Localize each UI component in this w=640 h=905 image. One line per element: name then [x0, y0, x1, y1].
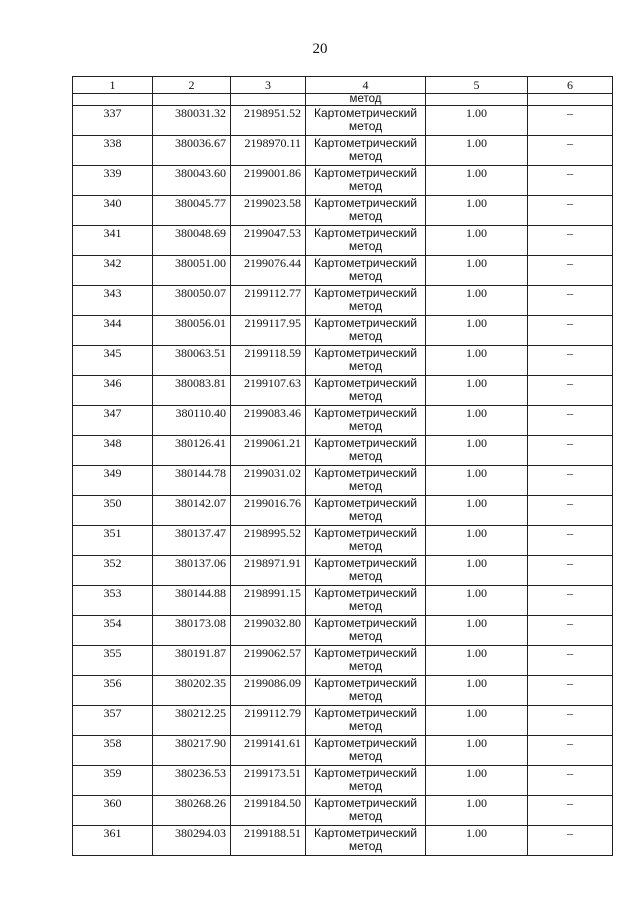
- method-line-2: метод: [348, 509, 383, 523]
- error-value: 1.00: [426, 766, 528, 796]
- method-line-1: Картометрический: [313, 226, 418, 240]
- error-value: 1.00: [426, 496, 528, 526]
- coord-x: 380063.51: [153, 346, 231, 376]
- method-line-1: Картометрический: [313, 586, 418, 600]
- method-line-2: метод: [348, 299, 383, 313]
- col6-value: –: [528, 226, 613, 256]
- method-line-2: метод: [348, 809, 383, 823]
- method-cell: [306, 736, 426, 766]
- method-line-2: метод: [348, 689, 383, 703]
- method-cell: [306, 166, 426, 196]
- col6-value: –: [528, 196, 613, 226]
- method-line-2: метод: [348, 719, 383, 733]
- col6-value: –: [528, 586, 613, 616]
- coord-y: 2198995.52: [231, 526, 306, 556]
- method-line-2: метод: [348, 629, 383, 643]
- table-row: [73, 796, 613, 826]
- method-line-2: метод: [348, 149, 383, 163]
- point-number: 355: [73, 646, 153, 676]
- error-value: 1.00: [426, 136, 528, 166]
- error-value: 1.00: [426, 166, 528, 196]
- error-value: 1.00: [426, 286, 528, 316]
- table-row: [73, 526, 613, 556]
- method-cell: [306, 436, 426, 466]
- point-number: 351: [73, 526, 153, 556]
- coord-y: 2199118.59: [231, 346, 306, 376]
- coord-x: 380056.01: [153, 316, 231, 346]
- method-line-1: Картометрический: [313, 166, 418, 180]
- point-number: 340: [73, 196, 153, 226]
- method-line-2: метод: [348, 569, 383, 583]
- error-value: 1.00: [426, 106, 528, 136]
- col6-value: –: [528, 556, 613, 586]
- error-value: 1.00: [426, 796, 528, 826]
- method-cell: [306, 286, 426, 316]
- method-line-2: метод: [348, 659, 383, 673]
- method-line-2: метод: [348, 239, 383, 253]
- coord-x: 380050.07: [153, 286, 231, 316]
- table-row: [73, 736, 613, 766]
- col6-value: –: [528, 496, 613, 526]
- col6-value: –: [528, 346, 613, 376]
- header-col-5: 5: [426, 77, 528, 94]
- coord-y: 2199016.76: [231, 496, 306, 526]
- table-row: [73, 556, 613, 586]
- continuation-row: [73, 94, 613, 106]
- method-cell: [306, 526, 426, 556]
- point-number: 358: [73, 736, 153, 766]
- coord-x: 380191.87: [153, 646, 231, 676]
- point-number: 356: [73, 676, 153, 706]
- col6-value: –: [528, 676, 613, 706]
- method-cell: [306, 316, 426, 346]
- method-line-2: метод: [348, 179, 383, 193]
- col6-value: –: [528, 256, 613, 286]
- table-row: [73, 286, 613, 316]
- point-number: 338: [73, 136, 153, 166]
- error-value: 1.00: [426, 466, 528, 496]
- table-row: [73, 616, 613, 646]
- table-row: [73, 226, 613, 256]
- method-line-1: Картометрический: [313, 256, 418, 270]
- method-line-1: Картометрический: [313, 616, 418, 630]
- coord-y: 2199184.50: [231, 796, 306, 826]
- header-col-4: 4: [306, 77, 426, 94]
- coord-x: 380048.69: [153, 226, 231, 256]
- table-row: [73, 586, 613, 616]
- coord-y: 2199062.57: [231, 646, 306, 676]
- method-line-1: Картометрический: [313, 496, 418, 510]
- error-value: 1.00: [426, 226, 528, 256]
- table-row: [73, 406, 613, 436]
- error-value: 1.00: [426, 646, 528, 676]
- point-number: 343: [73, 286, 153, 316]
- table-row: [73, 436, 613, 466]
- method-line-1: Картометрический: [313, 196, 418, 210]
- method-cell: [306, 496, 426, 526]
- header-col-3: 3: [231, 77, 306, 94]
- error-value: 1.00: [426, 376, 528, 406]
- coord-y: 2199188.51: [231, 826, 306, 856]
- point-number: 354: [73, 616, 153, 646]
- point-number: 339: [73, 166, 153, 196]
- method-cell: [306, 256, 426, 286]
- point-number: 348: [73, 436, 153, 466]
- coord-x: 380110.40: [153, 406, 231, 436]
- coord-x: 380045.77: [153, 196, 231, 226]
- col6-value: –: [528, 706, 613, 736]
- coord-x: 380202.35: [153, 676, 231, 706]
- coord-x: 380137.47: [153, 526, 231, 556]
- col6-value: –: [528, 826, 613, 856]
- method-cell: [306, 616, 426, 646]
- coord-x: 380294.03: [153, 826, 231, 856]
- coord-y: 2199112.79: [231, 706, 306, 736]
- method-line-2: метод: [348, 269, 383, 283]
- method-line-1: Картометрический: [313, 646, 418, 660]
- error-value: 1.00: [426, 676, 528, 706]
- method-line-2: метод: [348, 839, 383, 853]
- point-number: 352: [73, 556, 153, 586]
- table-row: [73, 826, 613, 856]
- header-col-1: 1: [73, 77, 153, 94]
- point-number: 360: [73, 796, 153, 826]
- point-number: 347: [73, 406, 153, 436]
- point-number: 344: [73, 316, 153, 346]
- header-col-6: 6: [528, 77, 613, 94]
- coord-y: 2199107.63: [231, 376, 306, 406]
- method-line-2: метод: [348, 329, 383, 343]
- coord-y: 2199047.53: [231, 226, 306, 256]
- table-header-row: [73, 77, 613, 94]
- error-value: 1.00: [426, 436, 528, 466]
- method-line-1: Картометрический: [313, 376, 418, 390]
- table-row: [73, 196, 613, 226]
- table-row: [73, 706, 613, 736]
- point-number: 357: [73, 706, 153, 736]
- method-line-1: Картометрический: [313, 766, 418, 780]
- col6-value: –: [528, 136, 613, 166]
- coord-x: 380126.41: [153, 436, 231, 466]
- point-number: 341: [73, 226, 153, 256]
- error-value: 1.00: [426, 196, 528, 226]
- coord-y: 2199032.80: [231, 616, 306, 646]
- point-number: 346: [73, 376, 153, 406]
- table-row: [73, 646, 613, 676]
- method-line-1: Картометрический: [313, 316, 418, 330]
- coord-x: 380173.08: [153, 616, 231, 646]
- method-line-1: Картометрический: [313, 466, 418, 480]
- method-cell: [306, 106, 426, 136]
- table-row: [73, 106, 613, 136]
- method-cell: [306, 646, 426, 676]
- coord-y: 2199031.02: [231, 466, 306, 496]
- col6-value: –: [528, 736, 613, 766]
- table-row: [73, 136, 613, 166]
- coord-x: 380137.06: [153, 556, 231, 586]
- method-line-2: метод: [348, 449, 383, 463]
- method-line-2: метод: [348, 359, 383, 373]
- table-row: [73, 316, 613, 346]
- method-line-1: Картометрический: [313, 106, 418, 120]
- method-line-1: Картометрический: [313, 676, 418, 690]
- coord-y: 2199076.44: [231, 256, 306, 286]
- error-value: 1.00: [426, 826, 528, 856]
- coord-y: 2198951.52: [231, 106, 306, 136]
- table-row: [73, 376, 613, 406]
- method-cell: [306, 406, 426, 436]
- coord-y: 2198970.11: [231, 136, 306, 166]
- coord-x: 380031.32: [153, 106, 231, 136]
- continuation-method: метод: [306, 94, 426, 106]
- method-cell: [306, 766, 426, 796]
- method-cell: [306, 196, 426, 226]
- col6-value: –: [528, 106, 613, 136]
- method-line-1: Картометрический: [313, 556, 418, 570]
- method-cell: [306, 826, 426, 856]
- method-line-1: Картометрический: [313, 526, 418, 540]
- error-value: 1.00: [426, 736, 528, 766]
- col6-value: –: [528, 646, 613, 676]
- col6-value: –: [528, 526, 613, 556]
- method-line-2: метод: [348, 419, 383, 433]
- error-value: 1.00: [426, 526, 528, 556]
- method-line-2: метод: [348, 749, 383, 763]
- coord-x: 380217.90: [153, 736, 231, 766]
- method-line-1: Картометрический: [313, 346, 418, 360]
- table-row: [73, 496, 613, 526]
- method-cell: [306, 556, 426, 586]
- point-number: 350: [73, 496, 153, 526]
- coord-y: 2199083.46: [231, 406, 306, 436]
- coord-x: 380036.67: [153, 136, 231, 166]
- method-line-2: метод: [348, 539, 383, 553]
- coord-y: 2199001.86: [231, 166, 306, 196]
- coord-x: 380268.26: [153, 796, 231, 826]
- col6-value: –: [528, 376, 613, 406]
- error-value: 1.00: [426, 406, 528, 436]
- point-number: 337: [73, 106, 153, 136]
- error-value: 1.00: [426, 316, 528, 346]
- method-cell: [306, 136, 426, 166]
- col6-value: –: [528, 766, 613, 796]
- table-row: [73, 676, 613, 706]
- point-number: 359: [73, 766, 153, 796]
- coord-x: 380043.60: [153, 166, 231, 196]
- coord-x: 380051.00: [153, 256, 231, 286]
- coord-y: 2199141.61: [231, 736, 306, 766]
- method-line-1: Картометрический: [313, 706, 418, 720]
- error-value: 1.00: [426, 346, 528, 376]
- col6-value: –: [528, 466, 613, 496]
- error-value: 1.00: [426, 616, 528, 646]
- col6-value: –: [528, 286, 613, 316]
- method-cell: [306, 586, 426, 616]
- col6-value: –: [528, 166, 613, 196]
- header-col-2: 2: [153, 77, 231, 94]
- coord-y: 2198971.91: [231, 556, 306, 586]
- coordinates-table: [72, 76, 613, 856]
- coord-y: 2199061.21: [231, 436, 306, 466]
- coord-y: 2199117.95: [231, 316, 306, 346]
- point-number: 353: [73, 586, 153, 616]
- method-line-2: метод: [348, 389, 383, 403]
- table-row: [73, 256, 613, 286]
- method-line-1: Картометрический: [313, 796, 418, 810]
- method-cell: [306, 376, 426, 406]
- point-number: 342: [73, 256, 153, 286]
- method-cell: [306, 226, 426, 256]
- coord-x: 380212.25: [153, 706, 231, 736]
- method-line-2: метод: [348, 779, 383, 793]
- col6-value: –: [528, 316, 613, 346]
- method-cell: [306, 346, 426, 376]
- method-line-1: Картометрический: [313, 436, 418, 450]
- method-line-1: Картометрический: [313, 826, 418, 840]
- method-cell: [306, 706, 426, 736]
- method-line-2: метод: [348, 479, 383, 493]
- point-number: 349: [73, 466, 153, 496]
- method-line-1: Картометрический: [313, 406, 418, 420]
- method-line-1: Картометрический: [313, 136, 418, 150]
- col6-value: –: [528, 796, 613, 826]
- col6-value: –: [528, 406, 613, 436]
- col6-value: –: [528, 616, 613, 646]
- coord-x: 380144.88: [153, 586, 231, 616]
- error-value: 1.00: [426, 586, 528, 616]
- coord-x: 380142.07: [153, 496, 231, 526]
- method-line-1: Картометрический: [313, 736, 418, 750]
- page-number: 20: [312, 41, 328, 57]
- coord-x: 380083.81: [153, 376, 231, 406]
- error-value: 1.00: [426, 556, 528, 586]
- coord-y: 2199023.58: [231, 196, 306, 226]
- table-row: [73, 346, 613, 376]
- method-line-1: Картометрический: [313, 286, 418, 300]
- col6-value: –: [528, 436, 613, 466]
- coord-x: 380144.78: [153, 466, 231, 496]
- method-line-2: метод: [348, 599, 383, 613]
- coord-y: 2199112.77: [231, 286, 306, 316]
- table-row: [73, 466, 613, 496]
- coord-y: 2199086.09: [231, 676, 306, 706]
- coord-x: 380236.53: [153, 766, 231, 796]
- point-number: 361: [73, 826, 153, 856]
- table-row: [73, 166, 613, 196]
- error-value: 1.00: [426, 706, 528, 736]
- method-cell: [306, 676, 426, 706]
- coord-y: 2198991.15: [231, 586, 306, 616]
- method-cell: [306, 466, 426, 496]
- method-line-2: метод: [348, 119, 383, 133]
- coord-y: 2199173.51: [231, 766, 306, 796]
- table-row: [73, 766, 613, 796]
- method-line-2: метод: [348, 209, 383, 223]
- method-cell: [306, 796, 426, 826]
- error-value: 1.00: [426, 256, 528, 286]
- point-number: 345: [73, 346, 153, 376]
